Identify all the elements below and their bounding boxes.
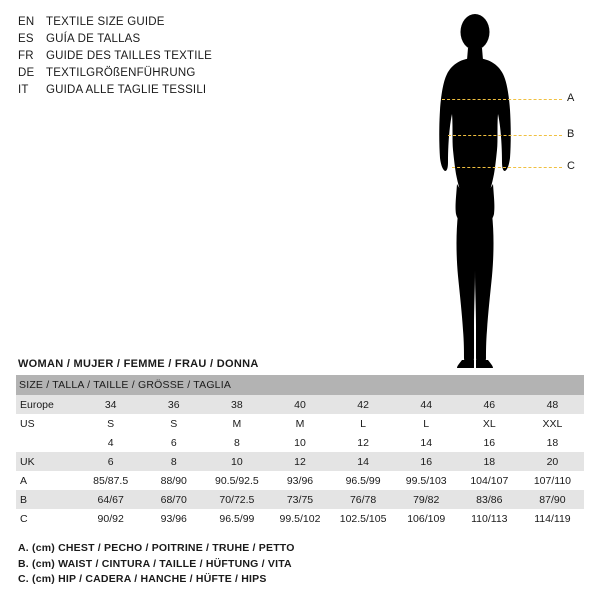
- table-cell: 90.5/92.5: [205, 471, 268, 490]
- row-label: A: [16, 471, 79, 490]
- table-cell: 12: [332, 433, 395, 452]
- language-code: IT: [18, 84, 29, 96]
- table-cell: 8: [205, 433, 268, 452]
- measure-line-chest: [442, 99, 562, 100]
- table-cell: 96.5/99: [332, 471, 395, 490]
- table-cell: 10: [205, 452, 268, 471]
- table-cell: 18: [521, 433, 584, 452]
- language-row: [18, 82, 308, 99]
- language-title: GUIDE DES TAILLES TEXTILE: [46, 50, 213, 62]
- language-row: [18, 48, 308, 65]
- table-cell: 90/92: [79, 509, 142, 528]
- legend-row-c: C. (cm) HIP / CADERA / HANCHE / HÜFTE / HIPS: [18, 573, 267, 585]
- language-row: [18, 14, 308, 31]
- table-header-row: [16, 375, 584, 395]
- table-cell: 8: [142, 452, 205, 471]
- table-row: [16, 509, 584, 528]
- table-cell: 34: [79, 395, 142, 414]
- table-row: [16, 433, 584, 452]
- table-caption: WOMAN / MUJER / FEMME / FRAU / DONNA: [18, 358, 259, 370]
- legend-row-a: A. (cm) CHEST / PECHO / POITRINE / TRUHE / PETTO: [18, 542, 295, 554]
- table-cell: M: [268, 414, 331, 433]
- table-cell: 46: [458, 395, 521, 414]
- table-cell: 48: [521, 395, 584, 414]
- table-cell: 70/72.5: [205, 490, 268, 509]
- table-row: [16, 490, 584, 509]
- table-cell: 87/90: [521, 490, 584, 509]
- table-cell: 107/110: [521, 471, 584, 490]
- table-cell: 64/67: [79, 490, 142, 509]
- table-cell: 93/96: [142, 509, 205, 528]
- language-title: TEXTILE SIZE GUIDE: [46, 16, 165, 28]
- table-cell: 110/113: [458, 509, 521, 528]
- table-cell: 76/78: [332, 490, 395, 509]
- language-code: EN: [18, 16, 35, 28]
- row-label: Europe: [16, 395, 79, 414]
- measure-label-b: B: [567, 128, 575, 140]
- table-cell: 99.5/102: [268, 509, 331, 528]
- table-cell: M: [205, 414, 268, 433]
- table-cell: 38: [205, 395, 268, 414]
- table-cell: 14: [332, 452, 395, 471]
- table-cell: 12: [268, 452, 331, 471]
- measure-line-hip: [452, 167, 562, 168]
- table-cell: 73/75: [268, 490, 331, 509]
- language-title: GUIDA ALLE TAGLIE TESSILI: [46, 84, 207, 96]
- table-cell: 93/96: [268, 471, 331, 490]
- language-title: GUÍA DE TALLAS: [46, 33, 141, 45]
- measure-label-a: A: [567, 92, 575, 104]
- table-cell: 104/107: [458, 471, 521, 490]
- table-cell: 85/87.5: [79, 471, 142, 490]
- table-cell: 10: [268, 433, 331, 452]
- table-cell: L: [395, 414, 458, 433]
- table-cell: 16: [458, 433, 521, 452]
- language-code: DE: [18, 67, 35, 79]
- size-table: [16, 375, 584, 528]
- table-cell: 40: [268, 395, 331, 414]
- table-cell: 20: [521, 452, 584, 471]
- table-cell: XL: [458, 414, 521, 433]
- table-row: [16, 395, 584, 414]
- table-cell: 106/109: [395, 509, 458, 528]
- measure-label-c: C: [567, 160, 575, 172]
- row-label: C: [16, 509, 79, 528]
- table-cell: 96.5/99: [205, 509, 268, 528]
- table-cell: 88/90: [142, 471, 205, 490]
- row-label: US: [16, 414, 79, 433]
- row-label: B: [16, 490, 79, 509]
- row-label: [16, 433, 79, 452]
- table-cell: 6: [79, 452, 142, 471]
- size-table-wrap: [16, 358, 584, 528]
- table-cell: 14: [395, 433, 458, 452]
- table-cell: 44: [395, 395, 458, 414]
- table-cell: 4: [79, 433, 142, 452]
- table-cell: 83/86: [458, 490, 521, 509]
- language-row: [18, 31, 308, 48]
- table-row: [16, 471, 584, 490]
- table-cell: S: [142, 414, 205, 433]
- language-list: [18, 14, 308, 99]
- legend-row-b: B. (cm) WAIST / CINTURA / TAILLE / HÜFTUNG / VITA: [18, 557, 292, 570]
- female-silhouette-icon: [400, 8, 590, 373]
- language-row: [18, 65, 308, 82]
- row-label: UK: [16, 452, 79, 471]
- table-cell: L: [332, 414, 395, 433]
- table-cell: 16: [395, 452, 458, 471]
- table-cell: 18: [458, 452, 521, 471]
- table-header-label: SIZE / TALLA / TAILLE / GRÖSSE / TAGLIA: [16, 375, 584, 395]
- table-cell: 6: [142, 433, 205, 452]
- language-title: TEXTILGRÖßENFÜHRUNG: [46, 67, 196, 79]
- table-cell: S: [79, 414, 142, 433]
- table-cell: 79/82: [395, 490, 458, 509]
- table-cell: 42: [332, 395, 395, 414]
- table-row: [16, 452, 584, 471]
- table-row: [16, 414, 584, 433]
- table-cell: 114/119: [521, 509, 584, 528]
- measure-line-waist: [448, 135, 562, 136]
- language-code: ES: [18, 33, 34, 45]
- table-cell: XXL: [521, 414, 584, 433]
- language-code: FR: [18, 50, 34, 62]
- table-cell: 68/70: [142, 490, 205, 509]
- table-cell: 36: [142, 395, 205, 414]
- figure-area: [400, 8, 590, 373]
- table-cell: 99.5/103: [395, 471, 458, 490]
- measurement-legend: [18, 541, 578, 588]
- table-cell: 102.5/105: [332, 509, 395, 528]
